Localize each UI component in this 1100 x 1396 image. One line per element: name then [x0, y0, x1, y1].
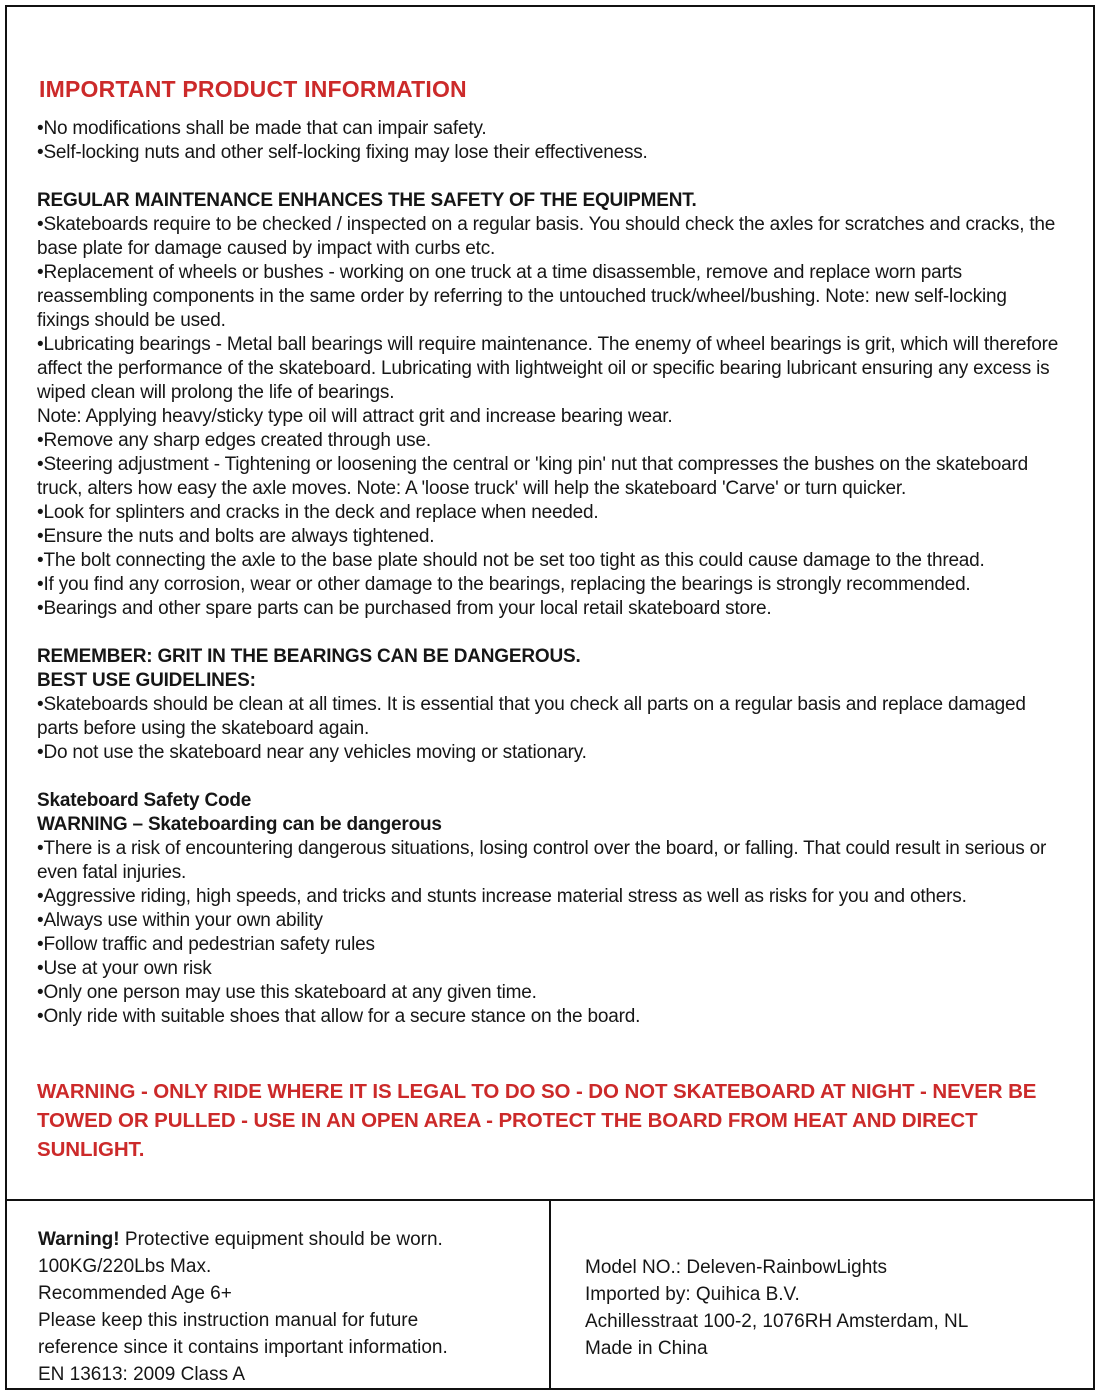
bullet-item: • Do not use the skateboard near any vehicles moving or stationary. [37, 741, 1059, 765]
bullet-item: • Only one person may use this skateboard at any given time. [37, 981, 1059, 1005]
bullet-item: • No modifications shall be made that can impair safety. [37, 117, 1059, 141]
bullet-item: • Follow traffic and pedestrian safety rules [37, 933, 1059, 957]
bullet-item: • Look for splinters and cracks in the deck and replace when needed. [37, 501, 1059, 525]
bullet-item: • Self-locking nuts and other self-locking fixing may lose their effectiveness. [37, 141, 1059, 165]
page-title: IMPORTANT PRODUCT INFORMATION [39, 76, 467, 102]
section-heading: REGULAR MAINTENANCE ENHANCES THE SAFETY OF THE EQUIPMENT. [37, 190, 697, 211]
bullet-item: • Skateboards should be clean at all times. It is essential that you check all parts on a regular basis and replace damaged parts before using the skateboard again. [37, 693, 1059, 741]
section-heading: BEST USE GUIDELINES: [37, 670, 256, 691]
section-heading: Skateboard Safety Code [37, 790, 252, 811]
bullet-item: • There is a risk of encountering dangerous situations, losing control over the board, or falling. That could result in serious or even fatal injuries. [37, 837, 1059, 885]
warning-text: Protective equipment should be worn. [119, 1229, 443, 1250]
footer-model-cell [551, 1201, 1093, 1388]
section-heading: WARNING – Skateboarding can be dangerous [37, 814, 442, 835]
bullet-item: • Bearings and other spare parts can be purchased from your local retail skateboard store. [37, 597, 1059, 621]
section-heading: REMEMBER: GRIT IN THE BEARINGS CAN BE DANGEROUS. [37, 646, 581, 667]
bullet-item: • Always use within your own ability [37, 909, 1059, 933]
page-frame [5, 5, 1095, 1390]
bullet-item: • Lubricating bearings - Metal ball bearings will require maintenance. The enemy of wheel bearings is grit, which will therefore affect the performance of the skateboard. Lubricating with lightweight oil or specific bearing lubricant ensuring any excess is wiped clean will prolong the life of bearings. [37, 333, 1059, 405]
bullet-item: • The bolt connecting the axle to the base plate should not be set too tight as this could cause damage to the thread. [37, 549, 1059, 573]
bullet-item: • Steering adjustment - Tightening or loosening the central or 'king pin' nut that compresses the bushes on the skateboard truck, alters how easy the axle moves. Note: A 'loose truck' will help the skateboard 'Carve' or turn quicker. [37, 453, 1059, 501]
footer-line: Recommended Age 6+ [38, 1283, 232, 1304]
footer-line: Please keep this instruction manual for future [38, 1310, 419, 1331]
main-content [7, 7, 1093, 1199]
warning-banner: WARNING - ONLY RIDE WHERE IT IS LEGAL TO DO SO - DO NOT SKATEBOARD AT NIGHT - NEVER BE TOWED OR PULLED - USE IN AN OPEN AREA - PROTECT THE BOARD FROM HEAT AND DIRECT SUNLIGHT. [37, 1080, 1037, 1161]
footer-line: reference since it contains important information. [38, 1337, 448, 1358]
footer-line [38, 1226, 529, 1253]
footer-line: 100KG/220Lbs Max. [38, 1256, 212, 1277]
bullet-item: • Aggressive riding, high speeds, and tricks and stunts increase material stress as well as risks for you and others. [37, 885, 1059, 909]
bullet-item: • Only ride with suitable shoes that allow for a secure stance on the board. [37, 1005, 1059, 1029]
bullet-item: • If you find any corrosion, wear or other damage to the bearings, replacing the bearings is strongly recommended. [37, 573, 1059, 597]
footer-warning-cell [7, 1201, 551, 1388]
bullet-item: • Ensure the nuts and bolts are always tightened. [37, 525, 1059, 549]
warning-label: Warning! [38, 1229, 120, 1250]
bullet-item: • Remove any sharp edges created through use. [37, 429, 1059, 453]
footer-line: Imported by: Quihica B.V. [585, 1284, 800, 1305]
footer-line: Model NO.: Deleven-RainbowLights [585, 1257, 888, 1278]
note-line: Note: Applying heavy/sticky type oil will attract grit and increase bearing wear. [37, 406, 673, 427]
bullet-item: • Replacement of wheels or bushes - working on one truck at a time disassemble, remove and replace worn parts reassembling components in the same order by referring to the untouched truck/wheel/bushing. Note: new self-locking fixings should be used. [37, 261, 1059, 333]
footer-line: Made in China [585, 1338, 708, 1359]
footer-table [7, 1199, 1093, 1388]
footer-line: EN 13613: 2009 Class A [38, 1364, 246, 1385]
bullet-item: • Use at your own risk [37, 957, 1059, 981]
bullet-item: • Skateboards require to be checked / inspected on a regular basis. You should check the axles for scratches and cracks, the base plate for damage caused by impact with curbs etc. [37, 213, 1059, 261]
footer-line: Achillesstraat 100-2, 1076RH Amsterdam, NL [585, 1311, 969, 1332]
